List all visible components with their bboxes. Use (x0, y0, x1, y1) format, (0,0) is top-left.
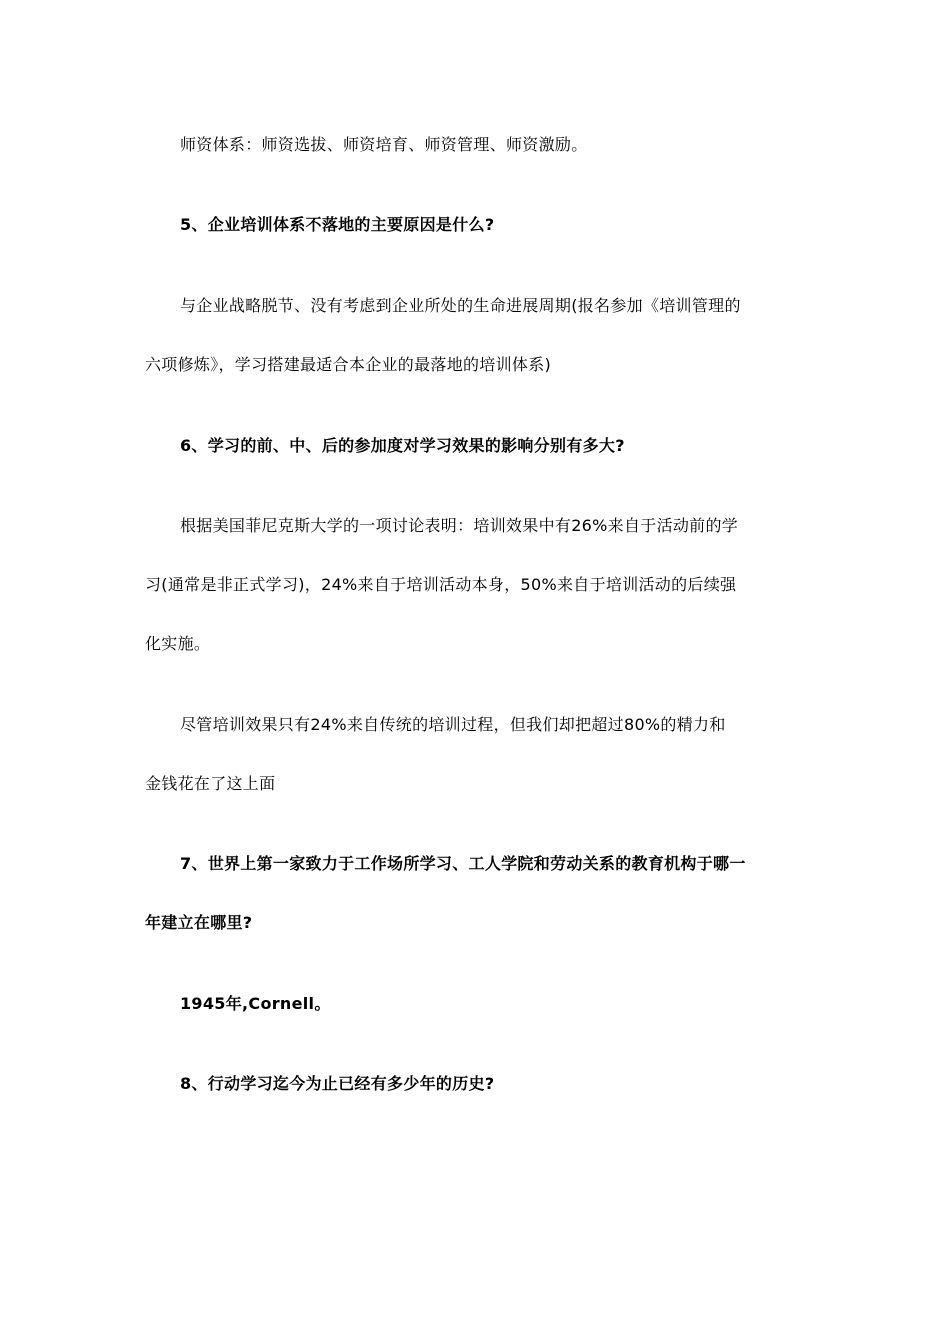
question-6: 6、学习的前、中、后的参加度对学习效果的影响分别有多大? (180, 436, 625, 455)
note-line-1: 尽管培训效果只有24%来自传统的培训过程，但我们却把超过80%的精力和 (180, 715, 726, 734)
question-5: 5、企业培训体系不落地的主要原因是什么? (180, 215, 495, 234)
answer-6-line-1: 根据美国菲尼克斯大学的一项讨论表明：培训效果中有26%来自于活动前的学 (180, 516, 739, 535)
answer-6-line-3: 化实施。 (145, 634, 211, 653)
question-7-line-1: 7、世界上第一家致力于工作场所学习、工人学院和劳动关系的教育机构于哪一 (180, 854, 746, 873)
question-8: 8、行动学习迄今为止已经有多少年的历史? (180, 1074, 495, 1093)
answer-5-line-1: 与企业战略脱节、没有考虑到企业所处的生命进展周期(报名参加《培训管理的 (180, 296, 741, 315)
note-line-2: 金钱花在了这上面 (145, 774, 276, 793)
answer-7: 1945年,Cornell。 (180, 994, 331, 1013)
paragraph-line-teacher-system: 师资体系：师资选拔、师资培育、师资管理、师资激励。 (180, 135, 588, 154)
question-7-line-2: 年建立在哪里? (145, 913, 253, 932)
answer-6-line-2: 习(通常是非正式学习)，24%来自于培训活动本身，50%来自于培训活动的后续强 (145, 575, 737, 594)
answer-5-line-2: 六项修炼》，学习搭建最适合本企业的最落地的培训体系) (145, 355, 552, 374)
